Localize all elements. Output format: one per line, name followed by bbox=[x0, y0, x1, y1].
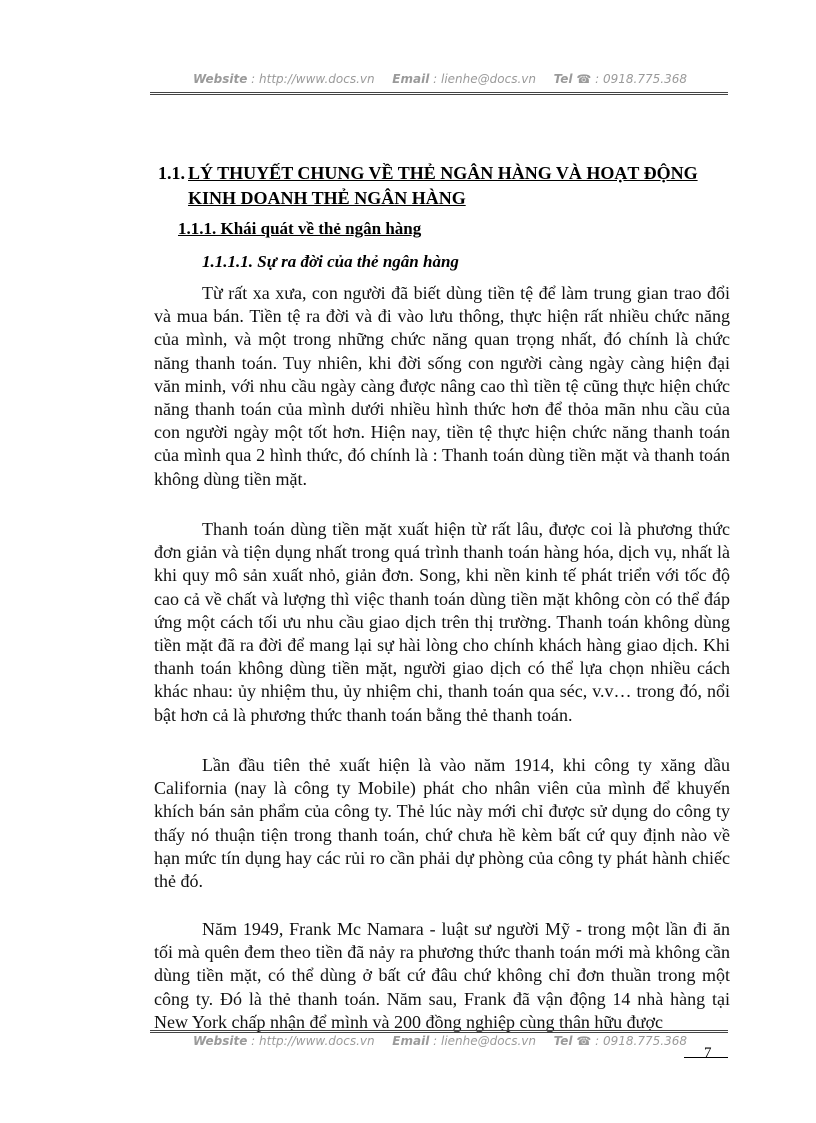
subsection-heading: 1.1.1. Khái quát về thẻ ngân hàng bbox=[178, 219, 422, 238]
paragraph: Năm 1949, Frank Mc Namara - luật sư người Mỹ - trong một lần đi ăn tối mà quên đem theo tiền đã nảy ra phương thức thanh toán mới mà không cần dùng tiền mặt, có thể dùng ở bất cứ đâu chứ không chỉ đơn thuần trong một công ty. Đó là thẻ thanh toán. Năm sau, Frank đã vận động 14 nhà hàng tại New York chấp nhận để mình và 200 đồng nghiệp cùng thân hữu được bbox=[154, 919, 730, 1032]
footer-email-label: Email bbox=[392, 1034, 430, 1048]
header-email-value: : lienhe@docs.vn bbox=[433, 72, 536, 86]
paragraph: Lần đầu tiên thẻ xuất hiện là vào năm 1914, khi công ty xăng dầu California (nay là công ty Mobile) phát cho nhân viên của mình để khuyến khích bán sản phẩm của công ty. Thẻ lúc này mới chỉ được sử dụng do công ty thấy nó thuận tiện trong thanh toán, chứ chưa hề kèm bất cứ quy định nào về hạn mức tín dụng hay các rủi ro cần phải dự phòng của công ty phát hành chiếc thẻ đó. bbox=[154, 755, 730, 892]
footer-email-value: : lienhe@docs.vn bbox=[433, 1034, 536, 1048]
page-footer bbox=[150, 1034, 730, 1048]
footer-divider bbox=[150, 1030, 728, 1033]
phone-icon: ☎ bbox=[576, 72, 592, 86]
header-website-value: : http://www.docs.vn bbox=[251, 72, 375, 86]
page-number: 7 bbox=[704, 1045, 712, 1061]
section-number: 1.1. bbox=[158, 163, 185, 183]
header-tel-value: : 0918.775.368 bbox=[595, 72, 687, 86]
header-divider bbox=[150, 92, 728, 95]
header-website-label: Website bbox=[193, 72, 248, 86]
paragraph: Từ rất xa xưa, con người đã biết dùng tiền tệ để làm trung gian trao đổi và mua bán. Tiền tệ ra đời và đi vào lưu thông, thực hiện rất nhiều chức năng của mình, và một trong những chức năng quan trọng nhất, đó chính là chức năng thanh toán. Tuy nhiên, khi đời sống con người càng ngày càng hiện đại văn minh, với nhu cầu ngày càng được nâng cao thì tiền tệ cũng thực hiện chức năng thanh toán của mình dưới nhiều hình thức hơn để thỏa mãn nhu cầu của con người ngày một tốt hơn. Hiện nay, tiền tệ thực hiện chức năng thanh toán của mình qua 2 hình thức, đó chính là : Thanh toán dùng tiền mặt và thanh toán không dùng tiền mặt. bbox=[154, 283, 730, 489]
footer-website-value: : http://www.docs.vn bbox=[251, 1034, 375, 1048]
subsubsection-heading: 1.1.1.1. Sự ra đời của thẻ ngân hàng bbox=[202, 252, 459, 271]
phone-icon: ☎ bbox=[576, 1034, 592, 1048]
footer-tel-label: Tel bbox=[553, 1034, 573, 1048]
page-header bbox=[150, 72, 730, 86]
section-title: LÝ THUYẾT CHUNG VỀ THẺ NGÂN HÀNG VÀ HOẠT ĐỘNG KINH DOANH THẺ NGÂN HÀNG bbox=[188, 163, 698, 208]
header-tel-label: Tel bbox=[553, 72, 573, 86]
page-number-underline bbox=[684, 1057, 728, 1058]
paragraph: Thanh toán dùng tiền mặt xuất hiện từ rất lâu, được coi là phương thức đơn giản và tiện dụng nhất trong quá trình thanh toán hàng hóa, dịch vụ, nhất là khi quy mô sản xuất nhỏ, giản đơn. Song, khi nền kinh tế phát triển với tốc độ cao cả về chất và lượng thì việc thanh toán dùng tiền mặt không còn có thể đáp ứng một cách tối ưu nhu cầu giao dịch trên thị trường. Thanh toán không dùng tiền mặt đã ra đời để mang lại sự hài lòng cho chính khách hàng giao dịch. Khi thanh toán không dùng tiền mặt, người giao dịch có thể lựa chọn nhiều cách khác nhau: ủy nhiệm thu, ủy nhiệm chi, thanh toán qua séc, v.v… trong đó, nổi bật hơn cả là phương thức thanh toán bằng thẻ thanh toán. bbox=[154, 519, 730, 725]
footer-website-label: Website bbox=[193, 1034, 248, 1048]
footer-tel-value: : 0918.775.368 bbox=[595, 1034, 687, 1048]
header-email-label: Email bbox=[392, 72, 430, 86]
